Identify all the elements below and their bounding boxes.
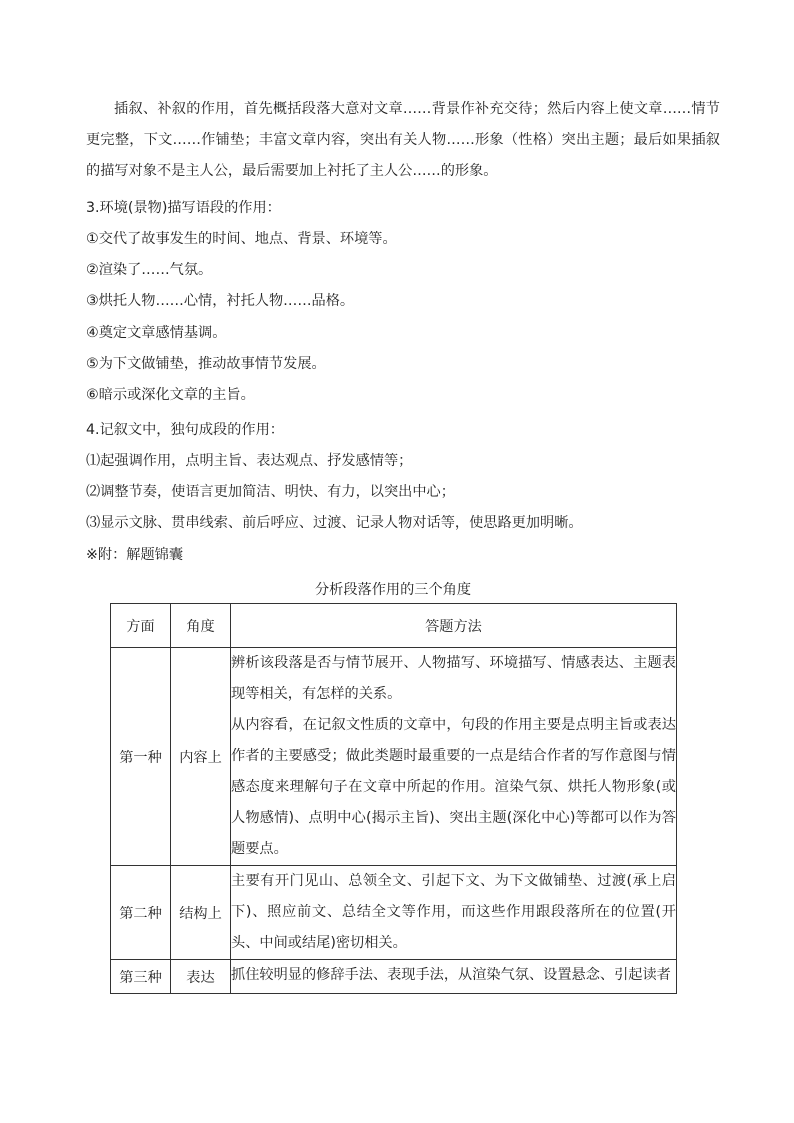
table-header-row — [111, 604, 677, 648]
header-aspect: 方面 — [111, 604, 171, 648]
section-3-item: ④奠定文章感情基调。 — [86, 325, 227, 341]
table-row — [111, 648, 677, 866]
section-3-item: ③烘托人物……心情，衬托人物……品格。 — [86, 293, 355, 309]
method-paragraph: 抓住较明显的修辞手法、表现手法，从渲染气氛、设置悬念、引起读者 — [231, 967, 671, 983]
section-3-item: ②渲染了……气氛。 — [86, 262, 213, 278]
header-angle: 角度 — [171, 604, 231, 648]
section-3-heading: 3.环境(景物)描写语段的作用： — [86, 200, 281, 216]
section-4-item: ⑶显示文脉、贯串线索、前后呼应、过渡、记录人物对话等，使思路更加明晰。 — [86, 515, 583, 531]
row-method — [231, 648, 677, 866]
section-3-item: ⑤为下文做铺垫，推动故事情节发展。 — [86, 356, 326, 372]
intro-paragraph: 插叙、补叙的作用，首先概括段落大意对文章……背景作补充交待；然后内容上使文章……情节更完整，下文……作铺垫；丰富文章内容，突出有关人物……形象（性格）突出主题；最后如果插叙的描写对象不是主人公，最后需要加上衬托了主人公……的形象。 — [86, 101, 720, 179]
method-paragraph: 主要有开门见山、总领全文、引起下文、为下文做铺垫、过渡(承上启下)、照应前文、总结全文等作用，而这些作用跟段落所在的位置(开头、中间或结尾)密切相关。 — [231, 873, 676, 951]
section-4-heading: 4.记叙文中，独句成段的作用： — [86, 422, 284, 438]
section-4-item: ⑵调整节奏，使语言更加简洁、明快、有力，以突出中心； — [86, 484, 455, 500]
row-angle: 内容上 — [171, 648, 231, 866]
method-paragraph: 从内容看，在记叙文性质的文章中，句段的作用主要是点明主旨或表达作者的主要感受；做此类题时最重要的一点是结合作者的写作意图与情感态度来理解句子在文章中所起的作用。渲染气氛、烘托人物形象(或人物感情)、点明中心(揭示主旨)、突出主题(深化中心)等都可以作为答题要点。 — [231, 717, 676, 857]
row-aspect: 第一种 — [111, 648, 171, 866]
section-3-item: ⑥暗示或深化文章的主旨。 — [86, 387, 255, 403]
header-method: 答题方法 — [231, 604, 677, 648]
row-method — [231, 960, 677, 994]
appendix-note: ※附：解题锦囊 — [86, 547, 184, 563]
row-method — [231, 866, 677, 960]
row-aspect: 第二种 — [111, 866, 171, 960]
table-row — [111, 960, 677, 994]
table-caption: 分析段落作用的三个角度 — [314, 582, 472, 598]
paragraph-function-table — [110, 603, 677, 994]
table-row — [111, 866, 677, 960]
row-angle: 结构上 — [171, 866, 231, 960]
row-angle: 表达 — [171, 960, 231, 994]
row-aspect: 第三种 — [111, 960, 171, 994]
section-3-item: ①交代了故事发生的时间、地点、背景、环境等。 — [86, 231, 397, 247]
section-4-item: ⑴起强调作用，点明主旨、表达观点、抒发感情等； — [86, 453, 413, 469]
method-paragraph: 辨析该段落是否与情节展开、人物描写、环境描写、情感表达、主题表现等相关，有怎样的关系。 — [231, 655, 676, 702]
